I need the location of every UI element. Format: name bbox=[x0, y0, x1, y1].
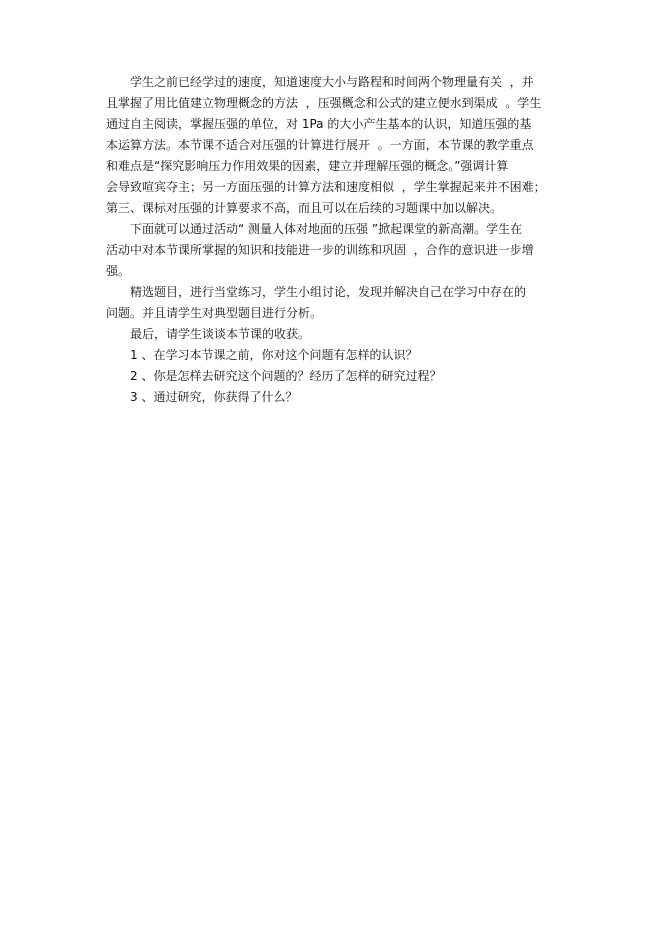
question-3: 3 、通过研究，你获得了什么？ bbox=[130, 390, 298, 404]
paragraph-1-line-7: 第三、课标对压强的计算要求不高，而且可以在后续的习题课中加以解决。 bbox=[106, 201, 503, 215]
paragraph-1-line-3: 通过自主阅读，掌握压强的单位，对 1Pa 的大小产生基本的认识，知道压强的基 bbox=[106, 117, 532, 131]
paragraph-2-line-1: 下面就可以通过活动“ 测量人体对地面的压强 ”掀起课堂的新高潮。学生在 bbox=[130, 222, 523, 236]
question-1: 1 、在学习本节课之前，你对这个问题有怎样的认识？ bbox=[130, 348, 418, 362]
paragraph-2-line-3: 强。 bbox=[106, 264, 131, 278]
paragraph-1-line-6: 会导致喧宾夺主；另一方面压强的计算方法和速度相似 ，学生掌握起来并不困难； bbox=[106, 180, 546, 194]
paragraph-1-line-5: 和难点是“探究影响压力作用效果的因素，建立并理解压强的概念。”强调计算 bbox=[106, 159, 509, 173]
paragraph-1-line-1: 学生之前已经学过的速度，知道速度大小与路程和时间两个物理量有关 ，并 bbox=[130, 75, 534, 89]
paragraph-1-line-2: 且掌握了用比值建立物理概念的方法 ，压强概念和公式的建立便水到渠成 。学生 bbox=[106, 96, 542, 110]
paragraph-3-line-1: 精选题目，进行当堂练习，学生小组讨论，发现并解决自己在学习中存在的 bbox=[130, 285, 527, 299]
paragraph-2-line-2: 活动中对本节课所掌握的知识和技能进一步的训练和巩固 ，合作的意识进一步增 bbox=[106, 243, 534, 257]
paragraph-4-line-1: 最后，请学生谈谈本节课的收获。 bbox=[130, 327, 311, 341]
paragraph-3-line-2: 问题。并且请学生对典型题目进行分析。 bbox=[106, 306, 323, 320]
question-2: 2 、你是怎样去研究这个问题的？经历了怎样的研究过程？ bbox=[130, 369, 442, 383]
paragraph-1-line-4: 本运算方法。本节课不适合对压强的计算进行展开 。一方面，本节课的教学重点 bbox=[106, 138, 534, 152]
